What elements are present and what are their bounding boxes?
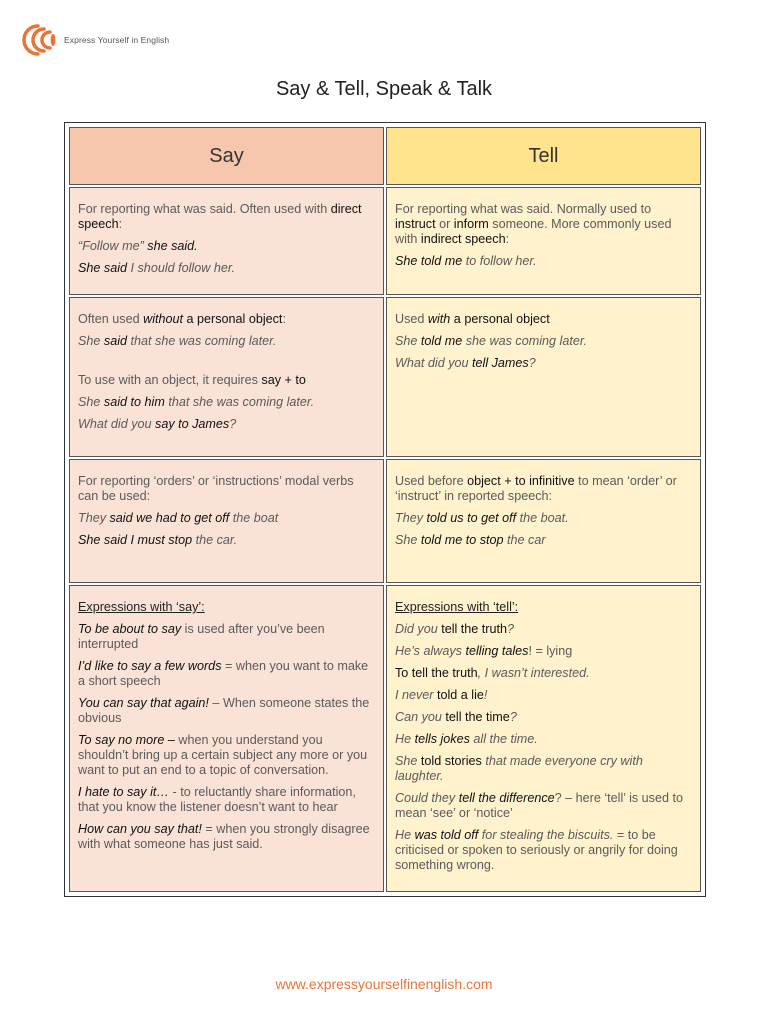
tell-example: She told me to follow her. <box>395 254 537 268</box>
say-example: What did you say to James? <box>78 417 237 431</box>
tell-expression: She told stories that made everyone cry with laughter. <box>395 754 643 783</box>
say-column-header: Say <box>69 127 384 185</box>
brand-logo <box>22 22 169 58</box>
tell-expression: To tell the truth, I wasn’t interested. <box>395 666 590 680</box>
logo-icon <box>22 22 58 58</box>
say-example: She said that she was coming later. <box>78 334 277 348</box>
say-example: She said to him that she was coming later. <box>78 395 315 409</box>
say-example: She said I must stop the car. <box>78 533 238 547</box>
say-example: She said I should follow her. <box>78 261 236 275</box>
tell-example: They told us to get off the boat. <box>395 511 569 525</box>
tell-expression: He was told off for stealing the biscuits. = to be criticised or spoken to seriously or angrily for doing something wrong. <box>395 828 678 872</box>
tell-definition: Used before object + to infinitive to mean ‘order’ or ‘instruct’ in reported speech: <box>395 474 677 503</box>
say-definition: For reporting ‘orders’ or ‘instructions’ modal verbs can be used: <box>78 474 354 503</box>
say-expression: To be about to say is used after you’ve been interrupted <box>78 622 325 651</box>
say-expression: You can say that again! – When someone states the obvious <box>78 696 370 725</box>
tell-expression: He tells jokes all the time. <box>395 732 538 746</box>
say-expression: I hate to say it… - to reluctantly share information, that you know the listener doesn’t want to hear <box>78 785 356 814</box>
say-expression: I’d like to say a few words = when you want to make a short speech <box>78 659 369 688</box>
page-title: Say & Tell, Speak & Talk <box>275 78 493 100</box>
website-link[interactable]: www.expressyourselfinenglish.com <box>275 976 493 992</box>
say-definition: To use with an object, it requires say + to <box>78 373 306 387</box>
tell-column-header: Tell <box>386 127 701 185</box>
tell-cell-reporting <box>386 187 701 295</box>
tell-expression: I never told a lie! <box>395 688 488 702</box>
say-definition: Often used without a personal object: <box>78 312 286 326</box>
tell-expression: Can you tell the time? <box>395 710 517 724</box>
say-example: “Follow me” she said. <box>78 239 198 253</box>
tell-expression: Could they tell the difference? – here ‘tell’ is used to mean ‘see’ or ‘notice’ <box>395 791 683 820</box>
say-definition: For reporting what was said. Often used with direct speech: <box>78 202 362 231</box>
say-expressions-heading: Expressions with ‘say’: <box>78 600 205 614</box>
say-expression: How can you say that! = when you strongly disagree with what someone has just said. <box>78 822 370 851</box>
tell-example: She told me to stop the car <box>395 533 546 547</box>
comparison-table <box>64 122 706 897</box>
say-cell-reporting <box>69 187 384 295</box>
say-example: They said we had to get off the boat <box>78 511 279 525</box>
tell-definition: Used with a personal object <box>395 312 550 326</box>
tell-expression: He’s always telling tales! = lying <box>395 644 573 658</box>
say-expression: To say no more – when you understand you shouldn’t bring up a certain subject any more or you want to put an end to a topic of conversation. <box>78 733 368 777</box>
tell-expressions-heading: Expressions with ‘tell’: <box>395 600 519 614</box>
tell-example: She told me she was coming later. <box>395 334 588 348</box>
tell-cell-object <box>386 297 701 457</box>
say-cell-expressions <box>69 585 384 892</box>
tell-expression: Did you tell the truth? <box>395 622 515 636</box>
tell-cell-orders <box>386 459 701 583</box>
say-cell-object <box>69 297 384 457</box>
say-cell-orders <box>69 459 384 583</box>
tell-example: What did you tell James? <box>395 356 536 370</box>
brand-tagline: Express Yourself in English <box>64 35 170 45</box>
tell-definition: For reporting what was said. Normally used to instruct or inform someone. More commonly used with indirect speech: <box>395 202 672 246</box>
tell-cell-expressions <box>386 585 701 892</box>
